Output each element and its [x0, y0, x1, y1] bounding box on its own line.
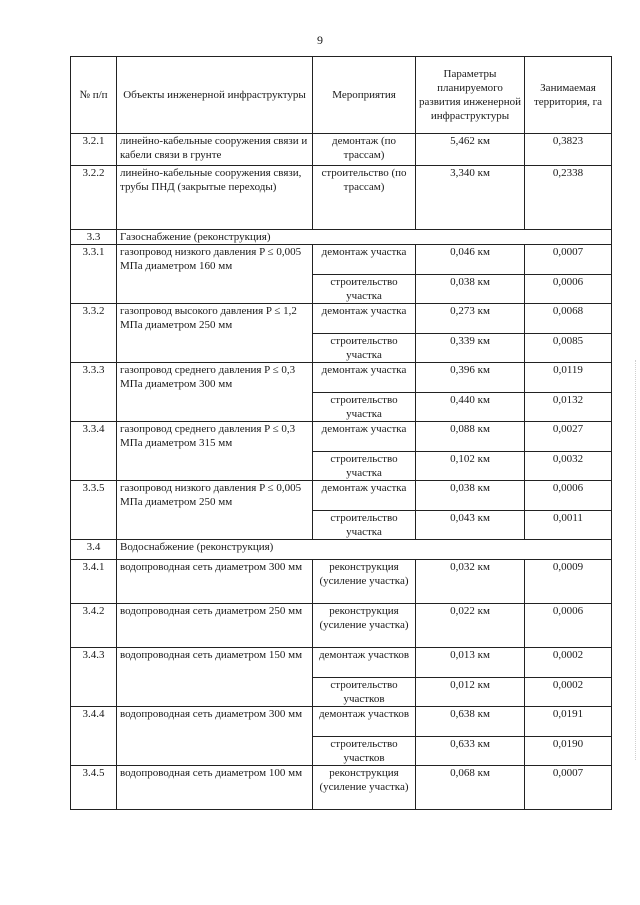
area-cell: 0,3823 — [525, 134, 612, 166]
area-cell: 0,0007 — [525, 245, 612, 275]
action-cell: строительство участка — [313, 511, 416, 540]
action-cell: строительство участка — [313, 452, 416, 481]
row-number: 3.2.2 — [71, 166, 117, 230]
header-action: Мероприятия — [313, 57, 416, 134]
header-area: Занимаемая территория, га — [525, 57, 612, 134]
parameter-cell: 0,638 км — [416, 707, 525, 737]
table-row — [71, 481, 612, 511]
parameter-cell: 0,633 км — [416, 737, 525, 766]
parameter-cell: 0,273 км — [416, 304, 525, 334]
area-cell: 0,0191 — [525, 707, 612, 737]
object-name: водопроводная сеть диаметром 300 мм — [117, 707, 313, 766]
object-name: газопровод среднего давления P ≤ 0,3 МПа диаметром 315 мм — [117, 422, 313, 481]
scan-edge-artifact — [632, 360, 636, 760]
row-number: 3.3.5 — [71, 481, 117, 540]
area-cell: 0,0132 — [525, 393, 612, 422]
table-row — [71, 245, 612, 275]
row-number: 3.3.1 — [71, 245, 117, 304]
object-name: водопроводная сеть диаметром 250 мм — [117, 604, 313, 648]
parameter-cell: 0,013 км — [416, 648, 525, 678]
row-number: 3.3.3 — [71, 363, 117, 422]
row-number: 3.3.4 — [71, 422, 117, 481]
object-name: газопровод низкого давления P ≤ 0,005 МПа диаметром 160 мм — [117, 245, 313, 304]
action-cell: демонтаж участков — [313, 648, 416, 678]
parameter-cell: 0,396 км — [416, 363, 525, 393]
area-cell: 0,0009 — [525, 560, 612, 604]
parameter-cell: 0,102 км — [416, 452, 525, 481]
action-cell: строительство (по трассам) — [313, 166, 416, 230]
action-cell: демонтаж участка — [313, 422, 416, 452]
object-name: водопроводная сеть диаметром 100 мм — [117, 766, 313, 810]
action-cell: строительство участка — [313, 275, 416, 304]
table-row — [71, 648, 612, 678]
object-name: водопроводная сеть диаметром 150 мм — [117, 648, 313, 707]
section-number: 3.4 — [71, 540, 117, 560]
area-cell: 0,0006 — [525, 604, 612, 648]
section-row — [71, 230, 612, 245]
parameter-cell: 0,012 км — [416, 678, 525, 707]
table-row — [71, 422, 612, 452]
action-cell: демонтаж участка — [313, 245, 416, 275]
row-number: 3.2.1 — [71, 134, 117, 166]
parameter-cell: 0,046 км — [416, 245, 525, 275]
table-row — [71, 304, 612, 334]
action-cell: демонтаж участка — [313, 304, 416, 334]
area-cell: 0,0190 — [525, 737, 612, 766]
parameter-cell: 0,032 км — [416, 560, 525, 604]
action-cell: реконструкция (усиление участка) — [313, 604, 416, 648]
header-object: Объекты инженерной инфраструктуры — [117, 57, 313, 134]
infrastructure-table — [70, 56, 612, 810]
table-row — [71, 707, 612, 737]
area-cell: 0,0068 — [525, 304, 612, 334]
section-row — [71, 540, 612, 560]
table-row — [71, 604, 612, 648]
table-row — [71, 560, 612, 604]
object-name: газопровод высокого давления P ≤ 1,2 МПа диаметром 250 мм — [117, 304, 313, 363]
object-name: линейно-кабельные сооружения связи, трубы ПНД (закрытые переходы) — [117, 166, 313, 230]
row-number: 3.4.1 — [71, 560, 117, 604]
page-number: 9 — [317, 33, 323, 47]
parameter-cell: 0,068 км — [416, 766, 525, 810]
action-cell: демонтаж (по трассам) — [313, 134, 416, 166]
action-cell: строительство участка — [313, 334, 416, 363]
area-cell: 0,0027 — [525, 422, 612, 452]
parameter-cell: 0,088 км — [416, 422, 525, 452]
parameter-cell: 5,462 км — [416, 134, 525, 166]
table-header-row — [71, 57, 612, 134]
section-title: Водоснабжение (реконструкция) — [117, 540, 612, 560]
table-body — [71, 134, 612, 810]
object-name: газопровод низкого давления P ≤ 0,005 МПа диаметром 250 мм — [117, 481, 313, 540]
parameter-cell: 0,038 км — [416, 481, 525, 511]
parameter-cell: 0,043 км — [416, 511, 525, 540]
row-number: 3.4.2 — [71, 604, 117, 648]
action-cell: строительство участка — [313, 393, 416, 422]
section-number: 3.3 — [71, 230, 117, 245]
area-cell: 0,0006 — [525, 275, 612, 304]
area-cell: 0,0007 — [525, 766, 612, 810]
row-number: 3.4.5 — [71, 766, 117, 810]
table-row — [71, 363, 612, 393]
table-row — [71, 134, 612, 166]
row-number: 3.4.3 — [71, 648, 117, 707]
header-params: Параметры планируемого развития инженерной инфраструктуры — [416, 57, 525, 134]
table-row — [71, 166, 612, 230]
object-name: газопровод среднего давления P ≤ 0,3 МПа диаметром 300 мм — [117, 363, 313, 422]
area-cell: 0,0032 — [525, 452, 612, 481]
action-cell: реконструкция (усиление участка) — [313, 766, 416, 810]
parameter-cell: 0,339 км — [416, 334, 525, 363]
area-cell: 0,0085 — [525, 334, 612, 363]
parameter-cell: 3,340 км — [416, 166, 525, 230]
area-cell: 0,0006 — [525, 481, 612, 511]
action-cell: реконструкция (усиление участка) — [313, 560, 416, 604]
object-name: водопроводная сеть диаметром 300 мм — [117, 560, 313, 604]
parameter-cell: 0,022 км — [416, 604, 525, 648]
area-cell: 0,2338 — [525, 166, 612, 230]
header-num: № п/п — [71, 57, 117, 134]
action-cell: демонтаж участка — [313, 481, 416, 511]
section-title: Газоснабжение (реконструкция) — [117, 230, 612, 245]
action-cell: демонтаж участков — [313, 707, 416, 737]
area-cell: 0,0002 — [525, 678, 612, 707]
area-cell: 0,0011 — [525, 511, 612, 540]
action-cell: строительство участков — [313, 678, 416, 707]
object-name: линейно-кабельные сооружения связи и кабели связи в грунте — [117, 134, 313, 166]
action-cell: демонтаж участка — [313, 363, 416, 393]
table-row — [71, 766, 612, 810]
row-number: 3.4.4 — [71, 707, 117, 766]
parameter-cell: 0,440 км — [416, 393, 525, 422]
area-cell: 0,0119 — [525, 363, 612, 393]
action-cell: строительство участков — [313, 737, 416, 766]
area-cell: 0,0002 — [525, 648, 612, 678]
row-number: 3.3.2 — [71, 304, 117, 363]
parameter-cell: 0,038 км — [416, 275, 525, 304]
